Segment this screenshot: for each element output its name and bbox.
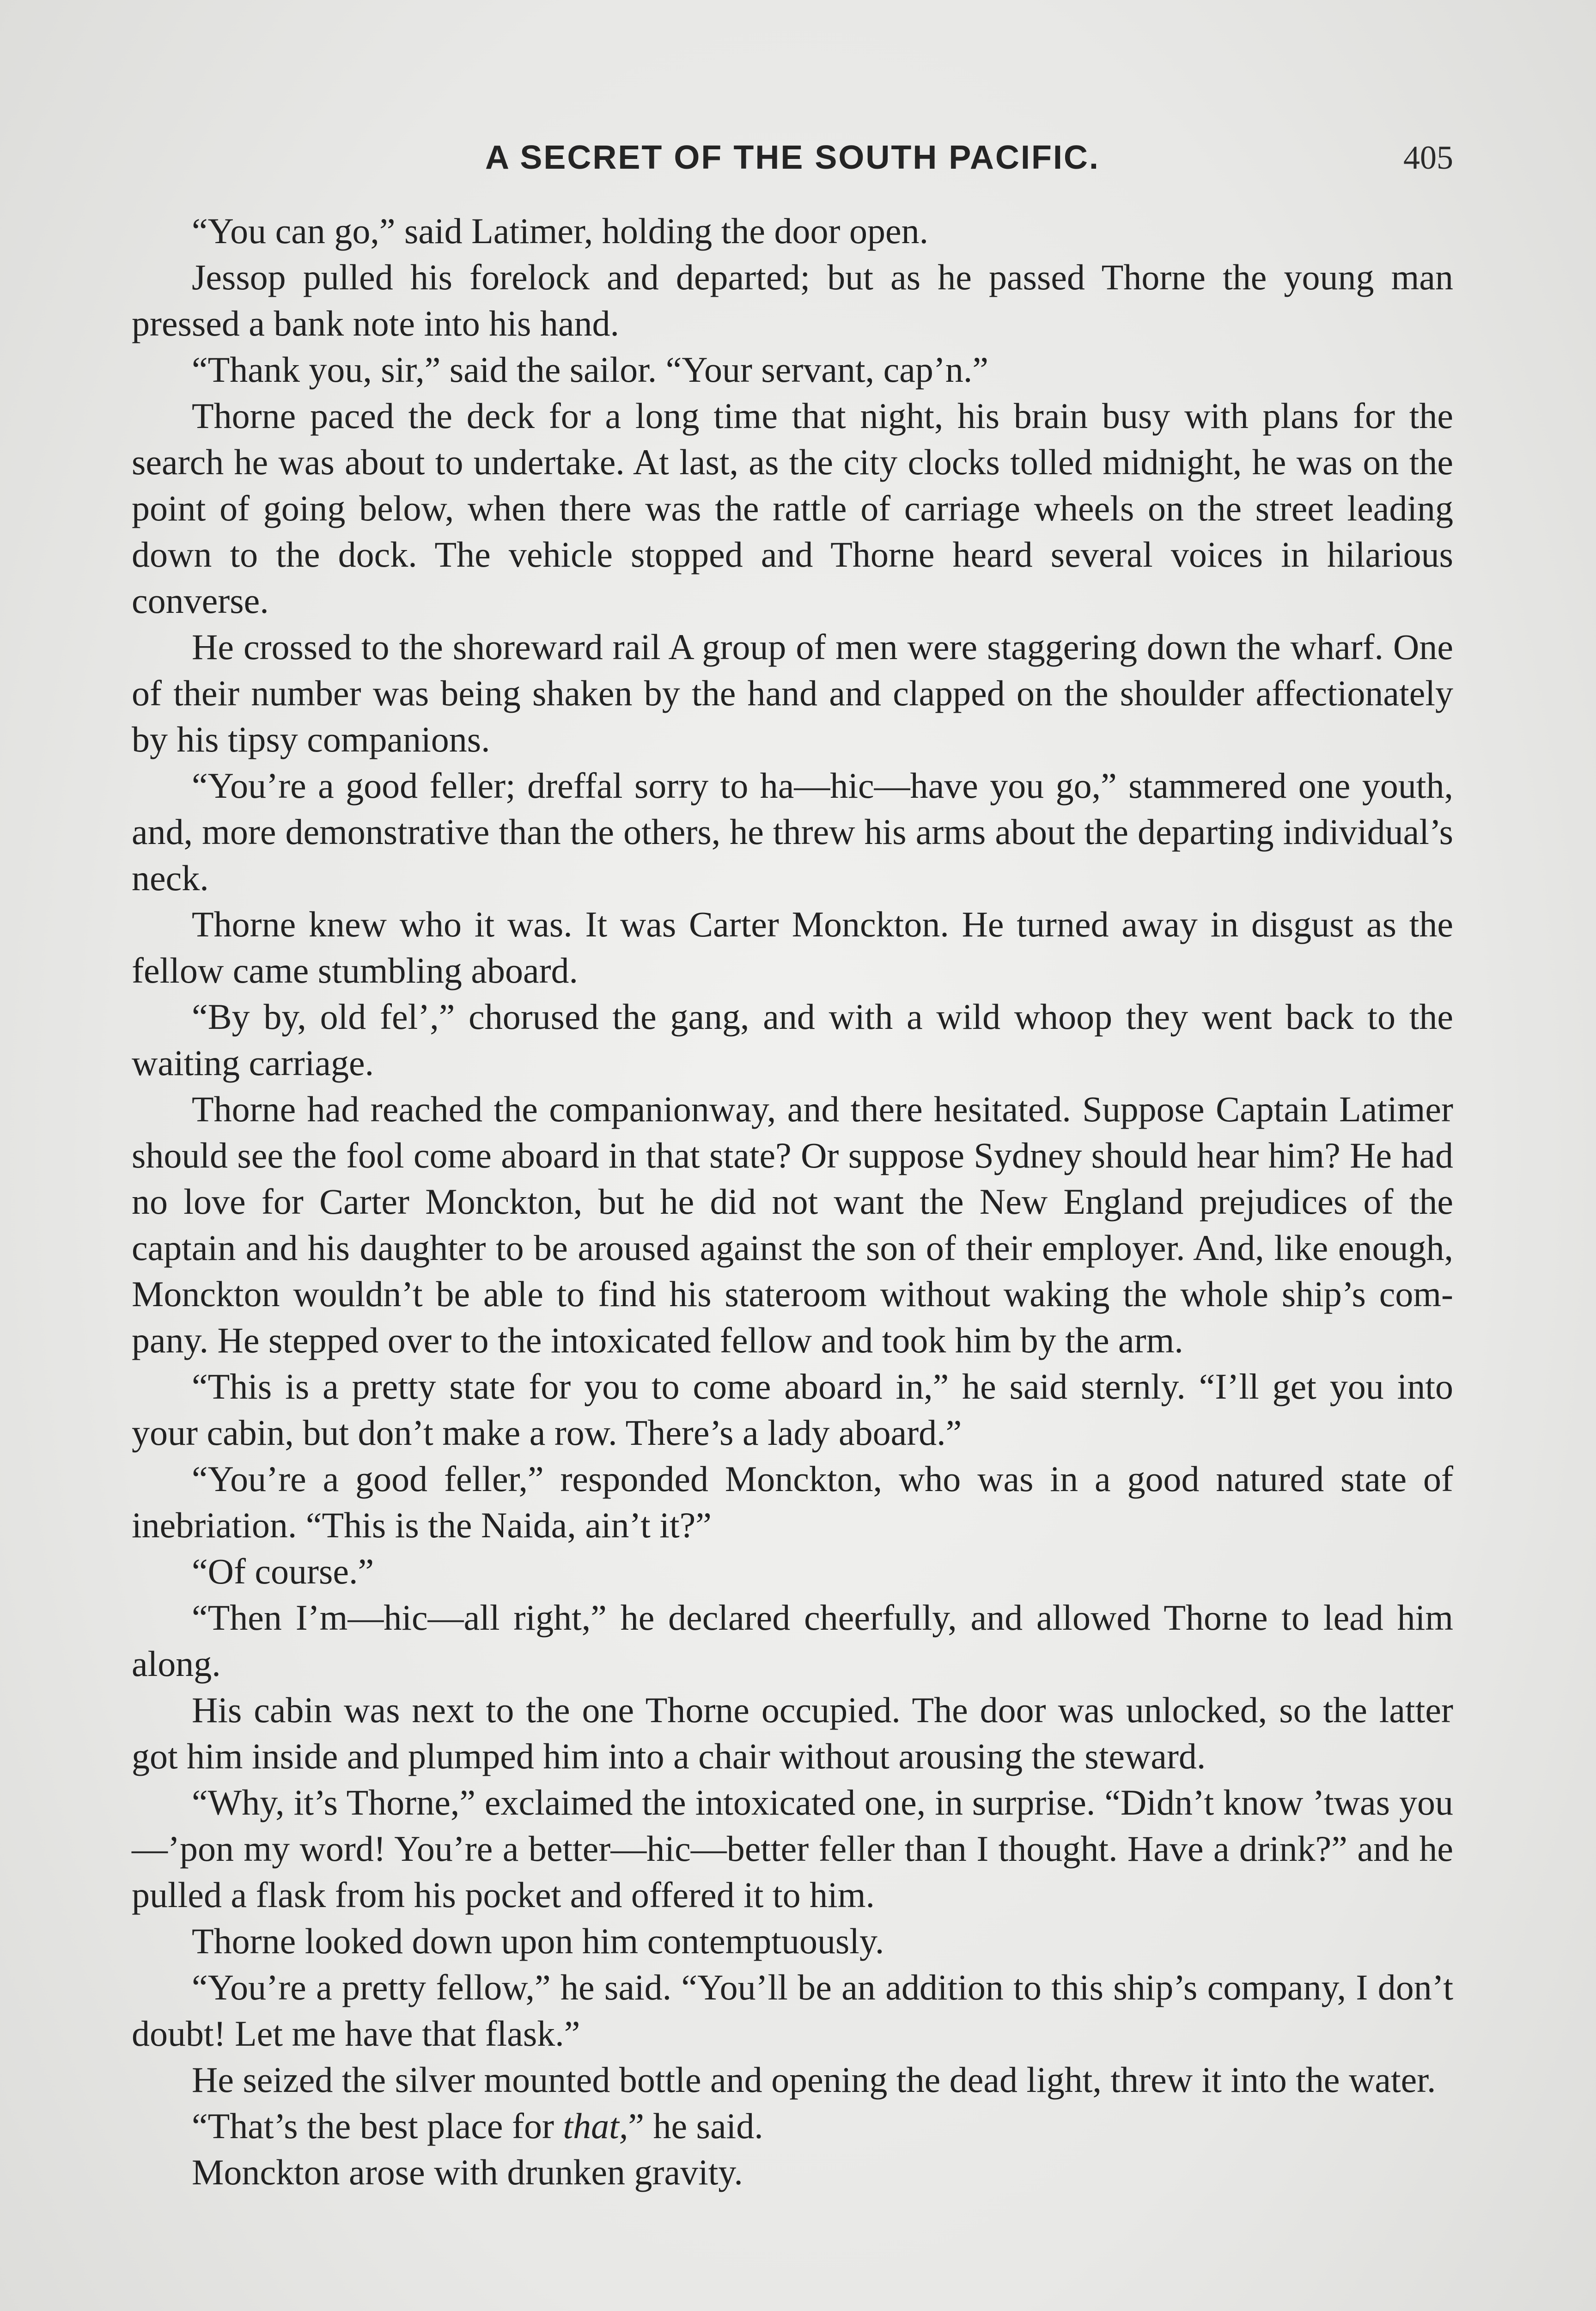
paragraph: Thorne knew who it was. It was Carter Monckton. He turned away in disgust as the fellow came stumbling aboard. bbox=[132, 904, 1453, 990]
paragraph: Thorne paced the deck for a long time that night, his brain busy with plans for the search he was about to undertake. At last, as the city clocks tolled midnight, he was on the point of going below, when there was the rattle of carriage wheels on the street leading down to the dock. The vehicle stopped and Thorne heard several voices in hilarious converse. bbox=[132, 396, 1453, 621]
italic-word: that, bbox=[563, 2106, 628, 2146]
paragraph-with-italic bbox=[132, 2103, 1453, 2149]
paragraph: “You’re a good feller; dreffal sorry to ha—hic—have you go,” stammered one youth, and, more demonstrative than the others, he threw his arms about the departing individual’s neck. bbox=[132, 765, 1453, 898]
paragraph: Jessop pulled his forelock and departed; but as he passed Thorne the young man pressed a bank note into his hand. bbox=[132, 257, 1453, 343]
paragraph: He crossed to the shoreward rail A group of men were staggering down the wharf. One of their number was being shaken by the hand and clapped on the shoulder affectionately by his tipsy companions. bbox=[132, 627, 1453, 759]
page-header bbox=[132, 139, 1453, 190]
paragraph: Thorne looked down upon him contemptuously. bbox=[192, 1921, 884, 1961]
body-text bbox=[132, 208, 1453, 2195]
paragraph: “Thank you, sir,” said the sailor. “Your servant, cap’n.” bbox=[192, 349, 988, 390]
paragraph: “Of course.” bbox=[192, 1551, 374, 1591]
paragraph: Thorne had reached the companionway, and there hesitated. Suppose Captain Latimer should see the fool come aboard in that state? Or suppose Sydney should hear him? He had no love for Carter Monckton, but he did not want the New England prejudices of the captain and his daughter to be aroused against the son of their employer. And, like enough, Monckton wouldn’t be able to find his stateroom without waking the whole ship’s company. He stepped over to the intoxicated fellow and took him by the arm. bbox=[132, 1089, 1453, 1360]
paragraph-text: “That’s the best place for bbox=[192, 2106, 563, 2146]
paragraph-text: ” he said. bbox=[628, 2106, 763, 2146]
paragraph: He seized the silver mounted bottle and opening the dead light, threw it into the water. bbox=[192, 2060, 1436, 2100]
page-number: 405 bbox=[1403, 139, 1453, 176]
running-title: A SECRET OF THE SOUTH PACIFIC. bbox=[485, 139, 1100, 176]
paragraph: Monckton arose with drunken gravity. bbox=[192, 2152, 743, 2192]
paragraph: “Then I’m—hic—all right,” he declared cheerfully, and allowed Thorne to lead him along. bbox=[132, 1597, 1453, 1684]
paragraph: “This is a pretty state for you to come aboard in,” he said sternly. “I’ll get you into your cabin, but don’t make a row. There’s a lady aboard.” bbox=[132, 1366, 1453, 1453]
paragraph: “By by, old fel’,” chorused the gang, and with a wild whoop they went back to the waiting carriage. bbox=[132, 997, 1453, 1083]
paragraph: “Why, it’s Thorne,” exclaimed the intoxicated one, in surprise. “Didn’t know ’twas you—’pon my word! You’re a better—hic—better feller than I thought. Have a drink?” and he pulled a flask from his pocket and offered it to him. bbox=[132, 1782, 1453, 1915]
paragraph: His cabin was next to the one Thorne occupied. The door was unlocked, so the latter got him inside and plumped him into a chair without arousing the steward. bbox=[132, 1690, 1453, 1776]
paragraph: “You’re a pretty fellow,” he said. “You’ll be an addition to this ship’s company, I don’t doubt! Let me have that flask.” bbox=[132, 1967, 1453, 2054]
paragraph: “You’re a good feller,” responded Monckton, who was in a good natured state of inebriation. “This is the Naida, ain’t it?” bbox=[132, 1459, 1453, 1545]
paragraph: “You can go,” said Latimer, holding the door open. bbox=[192, 211, 929, 251]
